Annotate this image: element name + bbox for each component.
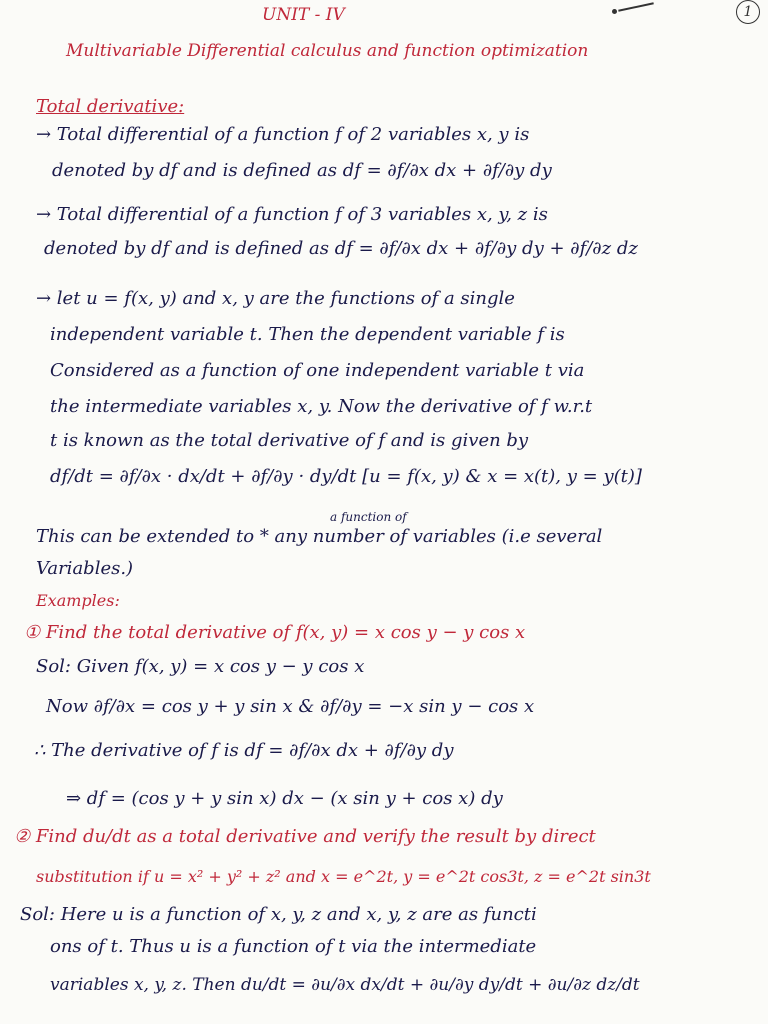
text-line: → let u = f(x, y) and x, y are the functions of a single <box>36 288 515 309</box>
examples-heading: Examples: <box>36 591 120 610</box>
inserted-note: a function of <box>330 510 407 524</box>
unit-heading: UNIT - IV <box>262 5 345 25</box>
example-2-question-cont: substitution if u = x² + y² + z² and x = e^2t, y = e^2t cos3t, z = e^2t sin3t <box>36 867 651 886</box>
section-heading-total-derivative: Total derivative: <box>36 96 185 117</box>
example-2-question: ② Find du/dt as a total derivative and verify the result by direct <box>14 826 596 847</box>
solution-line: ∴ The derivative of f is df = ∂f/∂x dx + ∂f/∂y dy <box>34 740 454 761</box>
page-title: Multivariable Differential calculus and function optimization <box>66 41 589 61</box>
formula-line: variables x, y, z. Then du/dt = ∂u/∂x dx/dt + ∂u/∂y dy/dt + ∂u/∂z dz/dt <box>50 975 640 995</box>
page-number: 1 <box>736 0 760 24</box>
text-line: Considered as a function of one independent variable t via <box>50 360 585 381</box>
text-line: independent variable t. Then the dependent variable f is <box>50 324 565 345</box>
formula-line: df/dt = ∂f/∂x · dx/dt + ∂f/∂y · dy/dt [u = f(x, y) & x = x(t), y = y(t)] <box>50 466 642 487</box>
text-line: This can be extended to * any number of variables (i.e several <box>36 526 603 547</box>
solution-line: Now ∂f/∂x = cos y + y sin x & ∂f/∂y = −x sin y − cos x <box>46 696 535 717</box>
text-line: the intermediate variables x, y. Now the derivative of f w.r.t <box>50 396 593 417</box>
text-line: → Total differential of a function f of 2 variables x, y is <box>36 124 530 145</box>
text-line: Variables.) <box>36 558 134 579</box>
example-1-question: ① Find the total derivative of f(x, y) = x cos y − y cos x <box>24 622 526 643</box>
solution-line: Sol: Given f(x, y) = x cos y − y cos x <box>36 656 365 677</box>
text-line: t is known as the total derivative of f and is given by <box>50 430 529 451</box>
pen-dot-mark <box>612 9 617 14</box>
text-line: denoted by df and is defined as df = ∂f/∂x dx + ∂f/∂y dy + ∂f/∂z dz <box>44 238 638 259</box>
pen-dash-mark <box>618 2 654 11</box>
solution-line: ⇒ df = (cos y + y sin x) dx − (x sin y + cos x) dy <box>66 788 503 809</box>
text-line: → Total differential of a function f of 3 variables x, y, z is <box>36 204 548 225</box>
text-line: denoted by df and is defined as df = ∂f/∂x dx + ∂f/∂y dy <box>52 160 552 181</box>
solution-line: ons of t. Thus u is a function of t via the intermediate <box>50 936 537 957</box>
solution-line: Sol: Here u is a function of x, y, z and x, y, z are as functi <box>20 904 537 925</box>
